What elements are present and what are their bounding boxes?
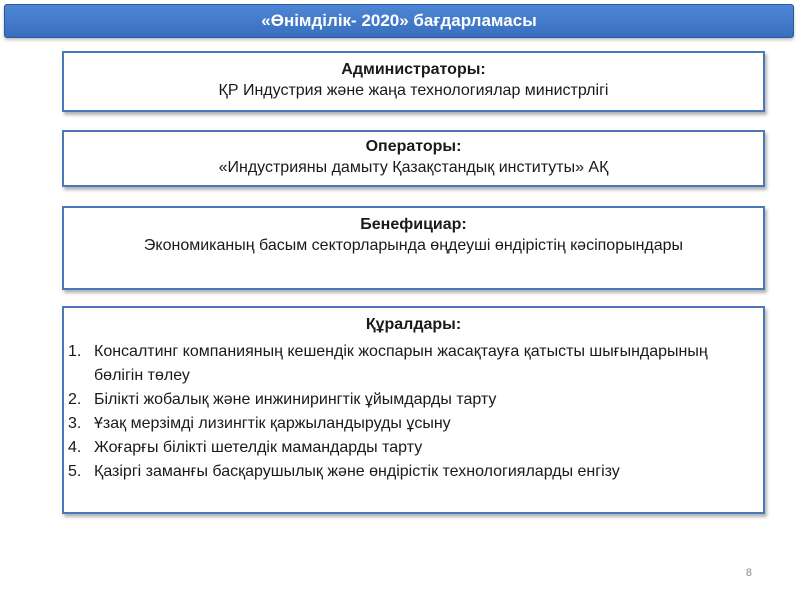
- slide-title-banner: [4, 4, 794, 38]
- list-item-text: Білікті жобалық және инжинирингтік ұйымдарды тарту: [94, 391, 497, 408]
- list-item-number: 5.: [68, 463, 82, 480]
- administrators-box: [62, 51, 765, 112]
- tools-list: [64, 340, 763, 484]
- list-item-number: 4.: [68, 439, 82, 456]
- list-item-text: Қазіргі заманғы басқарушылық және өндірістік технологияларды енгізу: [94, 463, 620, 480]
- list-item: [64, 388, 763, 412]
- tools-heading: Құралдары:: [365, 316, 462, 333]
- list-item: [64, 340, 763, 388]
- beneficiary-heading: Бенефициар:: [360, 216, 467, 233]
- list-item: [64, 460, 763, 484]
- beneficiary-text: Экономиканың басым секторларында өңдеуші өндірістің кәсіпорындары: [143, 237, 684, 254]
- administrators-text: ҚР Индустрия және жаңа технологиялар министрлігі: [218, 82, 609, 99]
- list-item-text: Ұзақ мерзімді лизингтік қаржыландыруды ұсыну: [94, 415, 451, 432]
- slide-title: «Өнімділік- 2020» бағдарламасы: [261, 11, 537, 30]
- beneficiary-box: [62, 206, 765, 290]
- page-number: 8: [745, 567, 752, 579]
- tools-box: [62, 306, 765, 514]
- list-item-text: Консалтинг компанияның кешендік жоспарын жасақтауға қатысты шығындарының бөлігін төлеу: [94, 343, 708, 384]
- list-item-number: 1.: [68, 343, 82, 360]
- administrators-heading: Администраторы:: [341, 61, 486, 78]
- operators-text: «Индустрияны дамыту Қазақстандық институты» АҚ: [218, 159, 609, 176]
- list-item: [64, 436, 763, 460]
- list-item-number: 2.: [68, 391, 82, 408]
- operators-box: [62, 130, 765, 187]
- list-item-number: 3.: [68, 415, 82, 432]
- operators-heading: Операторы:: [365, 138, 462, 155]
- list-item: [64, 412, 763, 436]
- list-item-text: Жоғарғы білікті шетелдік мамандарды тарту: [94, 439, 423, 456]
